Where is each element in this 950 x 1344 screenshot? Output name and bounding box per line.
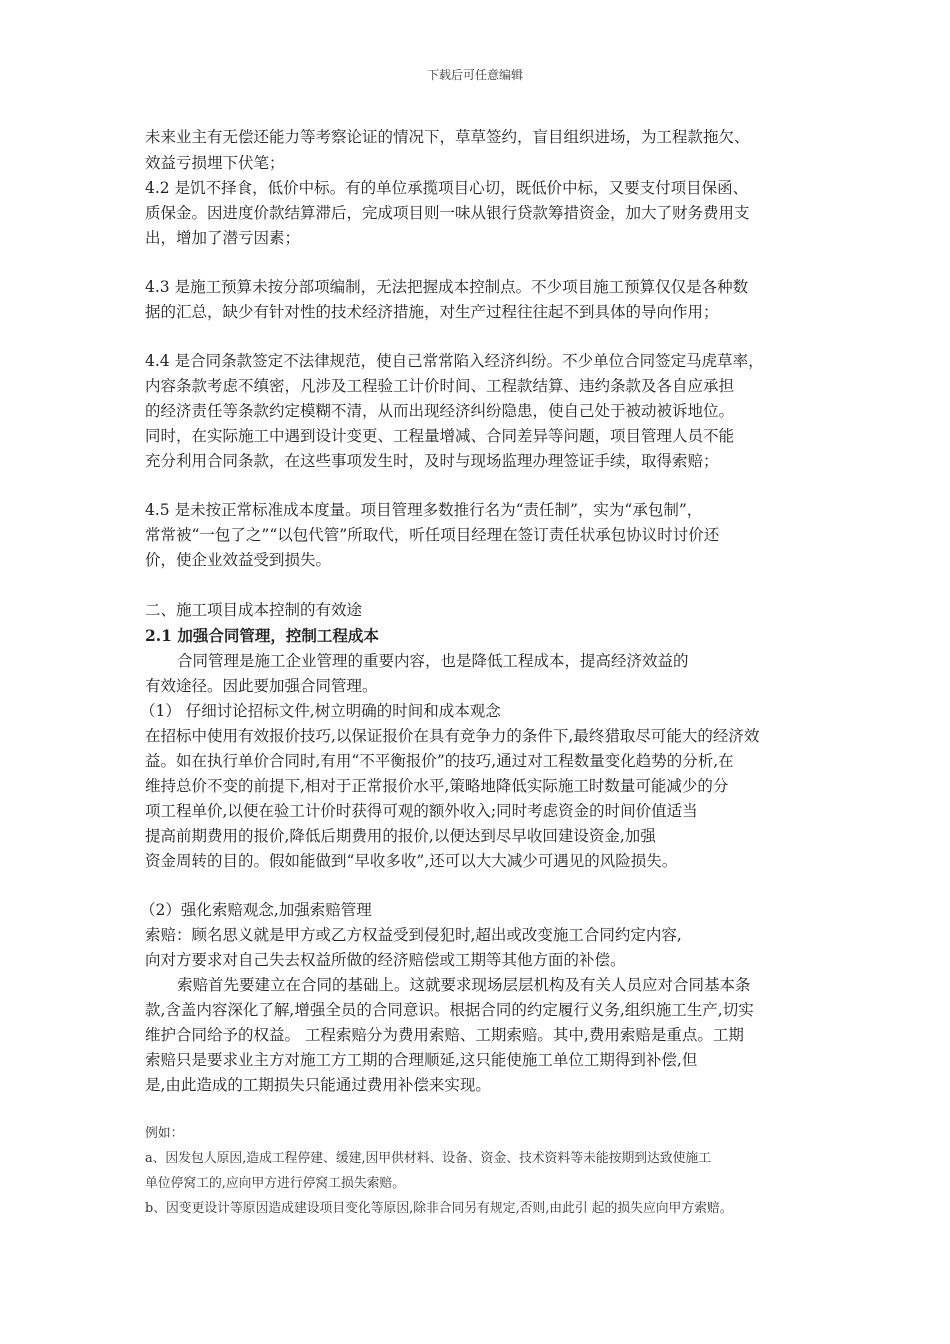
text-line: 充分利用合同条款，在这些事项发生时，及时与现场监理办理签证手续，取得索赔； <box>145 452 719 470</box>
text-line: 有效途径。因此要加强合同管理。 <box>145 677 378 695</box>
text-line: （1） 仔细讨论招标文件,树立明确的时间和成本观念 <box>140 702 501 720</box>
text-line: 例如： <box>145 1126 184 1141</box>
text-line: 索赔只是要求业主方对施工方工期的合理顺延,这只能使施工单位工期得到补偿,但 <box>145 1051 698 1069</box>
text-line: 在招标中使用有效报价技巧,以保证报价在具有竞争力的条件下,最终猎取尽可能大的经济效 <box>145 727 760 745</box>
text-line: a、因发包人原因,造成工程停建、缓建,因甲供材料、设备、资金、技术资料等未能按期到达致使施工 <box>145 1151 712 1166</box>
text-line: 内容条款考虑不缜密，凡涉及工程验工计价时间、工程款结算、违约条款及各自应承担 <box>145 377 735 395</box>
text-line: 质保金。因进度价款结算滞后，完成项目则一味从银行贷款筹措资金，加大了财务费用支 <box>145 204 750 222</box>
text-line: 资金周转的目的。假如能做到“早收多收”,还可以大大减少可遇见的风险损失。 <box>145 852 678 870</box>
text-line: 单位停窝工的,应向甲方进行停窝工损失索赔。 <box>145 1176 406 1191</box>
text-line: 价，使企业效益受到损失。 <box>145 551 332 569</box>
text-line: 益。如在执行单价合同时,有用“不平衡报价”的技巧,通过对工程数量变化趋势的分析,在 <box>145 752 734 770</box>
text-line: b、因变更设计等原因造成建设项目变化等原因,除非合同另有规定,否则,由此引 起的损失应向甲方索赔。 <box>145 1201 733 1216</box>
text-line: 索赔：顾名思义就是甲方或乙方权益受到侵犯时,超出或改变施工合同约定内容, <box>145 926 682 944</box>
text-line: 款,含盖内容深化了解,增强全员的合同意识。根据合同的约定履行义务,组织施工生产,切实 <box>145 1001 754 1019</box>
text-line: 合同管理是施工企业管理的重要内容，也是降低工程成本，提高经济效益的 <box>177 652 689 670</box>
text-line: 索赔首先要建立在合同的基础上。这就要求现场层层机构及有关人员应对合同基本条 <box>177 976 751 994</box>
text-line: 向对方要求对自己失去权益所做的经济赔偿或工期等其他方面的补偿。 <box>145 951 626 969</box>
subsection-heading: 2.1 加强合同管理，控制工程成本 <box>145 626 379 645</box>
text-line: 据的汇总，缺少有针对性的技术经济措施，对生产过程往往起不到具体的导向作用； <box>145 303 719 321</box>
text-line: 维持总价不变的前提下,相对于正常报价水平,策略地降低实际施工时数量可能减少的分 <box>145 777 729 795</box>
text-line: 常常被“一包了之”“以包代管”所取代，听任项目经理在签订责任状承包协议时讨价还 <box>145 526 720 544</box>
text-line: 项工程单价,以便在验工计价时获得可观的额外收入;同时考虑资金的时间价值适当 <box>145 802 698 820</box>
text-line: 4.5 是未按正常标准成本度量。项目管理多数推行名为“责任制”，实为“承包制”， <box>145 501 703 519</box>
text-line: 出，增加了潜亏因素； <box>145 229 301 247</box>
text-line: 同时，在实际施工中遇到设计变更、工程量增减、合同差异等问题，项目管理人员不能 <box>145 427 735 445</box>
text-line: 效益亏损埋下伏笔； <box>145 154 285 172</box>
text-line: 提高前期费用的报价,降低后期费用的报价,以便达到尽早收回建设资金,加强 <box>145 827 656 845</box>
text-line: 维护合同给予的权益。 工程索赔分为费用索赔、工期索赔。其中,费用索赔是重点。工期 <box>145 1026 744 1044</box>
section-heading: 二、施工项目成本控制的有效途 <box>145 601 363 619</box>
text-line: 4.2 是饥不择食，低价中标。有的单位承揽项目心切，既低价中标，又要支付项目保函、 <box>145 179 749 197</box>
page-header: 下载后可任意编辑 <box>426 68 523 82</box>
text-line: 4.3 是施工预算未按分部项编制，无法把握成本控制点。不少项目施工预算仅仅是各种数 <box>145 278 749 296</box>
text-line: 是,由此造成的工期损失只能通过费用补偿来实现。 <box>145 1076 491 1094</box>
text-line: （2）强化索赔观念,加强索赔管理 <box>140 901 372 919</box>
text-line: 未来业主有无偿还能力等考察论证的情况下，草草签约，盲目组织进场，为工程款拖欠、 <box>145 128 750 146</box>
text-line: 的经济责任等条款约定模糊不清，从而出现经济纠纷隐患，使自己处于被动被诉地位。 <box>145 402 735 420</box>
text-line: 4.4 是合同条款签定不法律规范，使自己常常陷入经济纠纷。不少单位合同签定马虎草率， <box>145 352 764 370</box>
